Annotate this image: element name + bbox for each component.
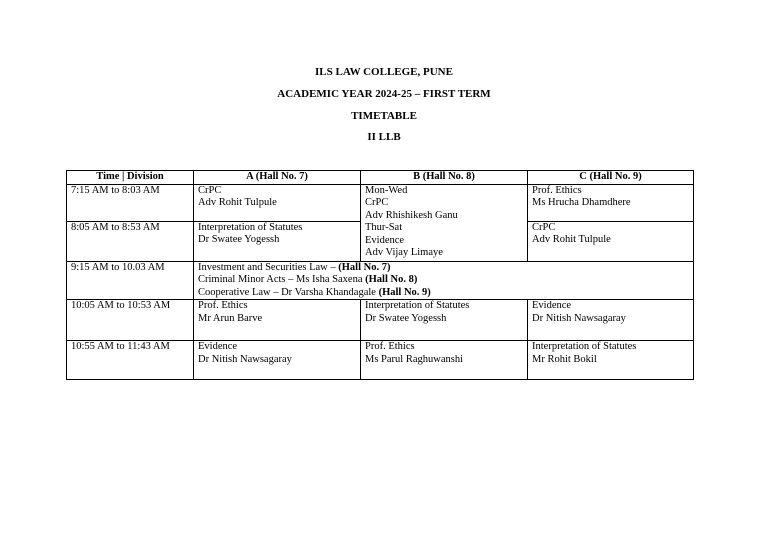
cell-c — [528, 184, 694, 221]
time-slot: 10:05 AM to 10:53 AM — [67, 300, 194, 341]
time-slot: 7:15 AM to 8:03 AM — [67, 184, 194, 221]
faculty: Adv Rohit Tulpule — [532, 234, 611, 245]
cell-b — [361, 300, 528, 341]
days-label: Mon-Wed — [365, 184, 408, 196]
faculty: Mr Rohit Bokil — [532, 353, 597, 365]
faculty: Mr Arun Barve — [198, 312, 263, 324]
time-slot: 10:55 AM to 11:43 AM — [67, 341, 194, 380]
subject: Interpretation of Statutes — [365, 300, 470, 311]
college-name: ILS LAW COLLEGE, PUNE — [315, 66, 453, 78]
subject: CrPC — [365, 197, 389, 208]
faculty: Dr Nitish Nawsagaray — [532, 312, 626, 324]
subject: Interpretation of Statutes — [198, 221, 303, 233]
subject: Evidence — [365, 234, 405, 246]
faculty: Dr Swatee Yogessh — [198, 234, 280, 245]
elective-subject: Investment and Securities Law – — [198, 261, 339, 273]
faculty: Ms Parul Raghuwanshi — [365, 353, 463, 365]
table-row — [67, 300, 694, 341]
days-label: Thur-Sat — [365, 222, 403, 233]
faculty: Adv Vijay Limaye — [365, 247, 443, 258]
table-row — [67, 261, 694, 300]
subject: CrPC — [198, 184, 222, 196]
hall-label: (Hall No. 7) — [338, 261, 391, 273]
elective-subject: Criminal Minor Acts – Ms Isha Saxena — [198, 274, 366, 285]
subject: Prof. Ethics — [365, 341, 415, 352]
faculty: Adv Rohit Tulpule — [198, 197, 277, 208]
elective-line — [198, 262, 689, 275]
cell-b-block — [361, 184, 528, 261]
cell-electives — [194, 261, 694, 300]
subject: CrPC — [532, 221, 556, 233]
subject: Prof. Ethics — [532, 184, 582, 196]
hall-label: (Hall No. 8) — [365, 274, 418, 285]
faculty: Ms Hrucha Dhamdhere — [532, 197, 631, 208]
col-header-b: B (Hall No. 8) — [361, 171, 528, 185]
cell-a — [194, 221, 361, 261]
hall-label: (Hall No. 9) — [378, 286, 431, 298]
subject: Interpretation of Statutes — [532, 341, 637, 352]
time-slot: 8:05 AM to 8:53 AM — [67, 221, 194, 261]
academic-year: ACADEMIC YEAR 2024-25 – FIRST TERM — [277, 88, 491, 100]
table-row — [67, 341, 694, 380]
faculty: Dr Swatee Yogessh — [365, 312, 447, 324]
col-header-c: C (Hall No. 9) — [528, 171, 694, 185]
table-row — [67, 184, 694, 221]
elective-line — [198, 274, 689, 287]
subject: Evidence — [532, 300, 572, 311]
elective-line — [198, 287, 689, 300]
col-header-a: A (Hall No. 7) — [194, 171, 361, 185]
timetable — [66, 170, 694, 380]
class-name: II LLB — [367, 131, 401, 143]
subject: Prof. Ethics — [198, 300, 248, 311]
col-header-time: Time | Division — [67, 171, 194, 185]
faculty: Dr Nitish Nawsagaray — [198, 353, 292, 365]
cell-c — [528, 221, 694, 261]
time-slot: 9:15 AM to 10.03 AM — [67, 261, 194, 300]
cell-b — [361, 341, 528, 380]
faculty: Adv Rhishikesh Ganu — [365, 209, 458, 221]
subject: Evidence — [198, 341, 238, 352]
cell-a — [194, 300, 361, 341]
header-row — [67, 171, 694, 185]
cell-a — [194, 184, 361, 221]
cell-c — [528, 341, 694, 380]
cell-a — [194, 341, 361, 380]
elective-subject: Cooperative Law – Dr Varsha Khandagale — [198, 286, 379, 298]
cell-c — [528, 300, 694, 341]
document-title: TIMETABLE — [351, 110, 417, 122]
